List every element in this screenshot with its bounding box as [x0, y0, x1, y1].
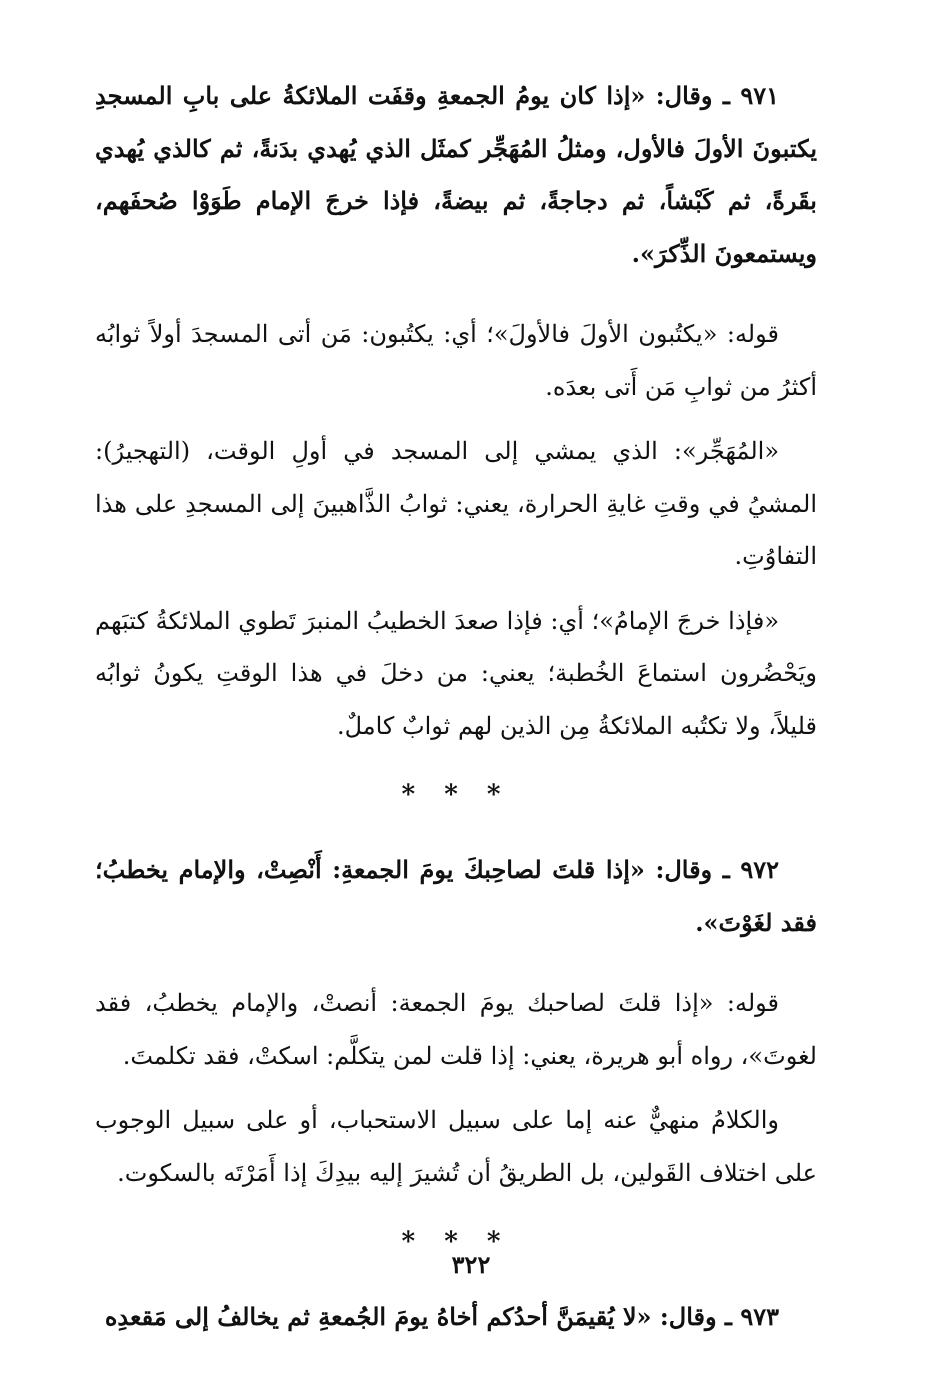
commentary-971-3: «فإذا خرجَ الإمامُ»؛ أي: فإذا صعدَ الخطيبُ المنبرَ تَطوي الملائكةُ كتبَهم ويَحْضُرون استماعَ الخُطبة؛ يعني: من دخلَ في هذا الوقتِ يكونُ ثوابُه قليلاً، ولا تكتُبه الملائكةُ مِن الذين لهم ثوابٌ كاملٌ. [95, 606, 817, 740]
commentary-971-1: قوله: «يكتُبون الأولَ فالأولَ»؛ أي: يكتُبون: مَن أتى المسجدَ أولاً ثوابُه أكثرُ من ثوابِ مَن أَتى بعدَه. [95, 320, 817, 401]
page-body [95, 70, 817, 1344]
page-number: ٣٢٢ [451, 1250, 491, 1279]
hadith-973: ٩٧٣ ـ وقال: «لا يُقيمَنَّ أحدُكم أخاهُ يومَ الجُمعةِ ثم يخالفُ إلى مَقعدِه [104, 1302, 779, 1331]
commentary-972-1: قوله: «إذا قلتَ لصاحبك يومَ الجمعة: أنصتْ، والإمام يخطبُ، فقد لغوتَ»، رواه أبو هريرة، يعني: إذا قلت لمن يتكلَّم: اسكتْ، فقد تكلمتَ. [95, 989, 817, 1070]
section-separator: * * * [401, 780, 511, 810]
commentary-972-2: والكلامُ منهيٌّ عنه إما على سبيل الاستحباب، أو على سبيل الوجوب على اختلاف القَولين، بل الطريقُ أن تُشيرَ إليه بيدِكَ إذا أَمَرْتَه بالسكوت. [95, 1106, 817, 1187]
hadith-971: ٩٧١ ـ وقال: «إذا كان يومُ الجمعةِ وقفَت الملائكةُ على بابِ المسجدِ يكتبونَ الأولَ فالأول، ومثلُ المُهَجِّر كمثَل الذي يُهدي بدَنةً، ثم كالذي يُهدي بقَرةً، ثم كَبْشاً، ثم دجاجةً، ثم بيضةً، فإذا خرجَ الإمام طَوَوْا صُحفَهم، ويستمعونَ الذِّكرَ». [95, 81, 818, 268]
section-separator: * * * [401, 1227, 511, 1257]
commentary-971-2: «المُهَجِّر»: الذي يمشي إلى المسجد في أولِ الوقت، (التهجيرُ): المشيُ في وقتِ غايةِ الحرارة، يعني: ثوابُ الذَّاهبينَ إلى المسجدِ على هذا التفاوُتِ. [95, 437, 817, 570]
hadith-972: ٩٧٢ ـ وقال: «إذا قلتَ لصاحِبكَ يومَ الجمعةِ: أَنْصِتْ، والإمام يخطبُ؛ فقد لغَوْتَ». [95, 855, 817, 937]
